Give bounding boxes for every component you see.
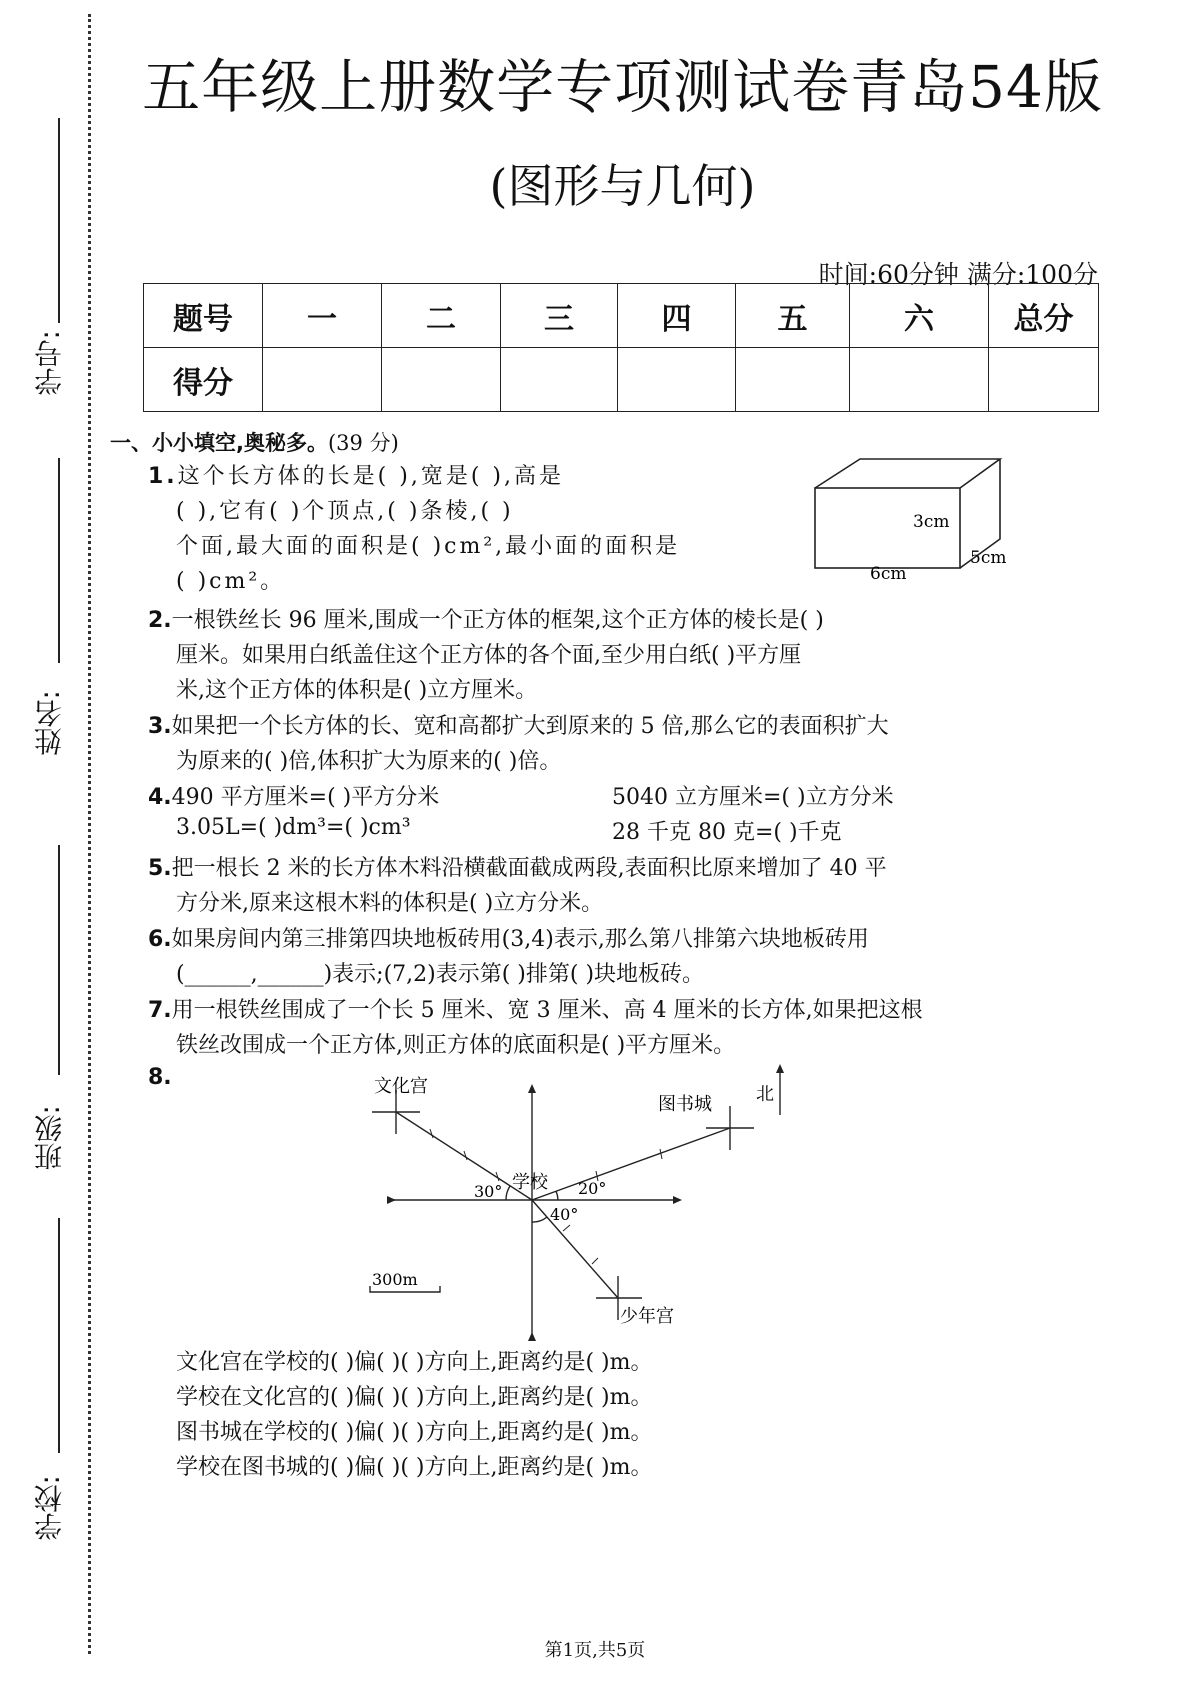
q4-part-c: 3.05L=( )dm³=( )cm³ bbox=[176, 815, 411, 840]
q4-line1 bbox=[148, 780, 439, 811]
section-points: (39 分) bbox=[327, 431, 399, 455]
q4-part-d: 28 千克 80 克=( )千克 bbox=[612, 820, 842, 845]
name-label: 姓名: bbox=[33, 690, 66, 756]
q8-line3: 图书城在学校的( )偏( )( )方向上,距离约是( )m。 bbox=[176, 1420, 653, 1445]
q1-line4: ( )cm²。 bbox=[176, 569, 286, 594]
angle-arc-culture bbox=[506, 1186, 510, 1200]
student-id-label: 学号: bbox=[33, 330, 66, 396]
q8-line2: 学校在文化宫的( )偏( )( )方向上,距离约是( )m。 bbox=[176, 1385, 653, 1410]
q6-line2: (______,______)表示;(7,2)表示第( )排第( )块地板砖。 bbox=[176, 962, 705, 987]
score-cell-4: 四 bbox=[618, 284, 736, 348]
page-title: 五年级上册数学专项测试卷青岛54版 bbox=[142, 53, 1103, 121]
school-blank[interactable] bbox=[58, 1218, 60, 1453]
student-id-blank[interactable] bbox=[58, 118, 60, 323]
binding-dotted-line bbox=[88, 14, 91, 1654]
score-cell-label: 题号 bbox=[144, 284, 263, 348]
score-cell-1: 一 bbox=[263, 284, 382, 348]
name-blank[interactable] bbox=[58, 458, 60, 663]
q4-part-b: 5040 立方厘米=( )立方分米 bbox=[612, 785, 894, 810]
q6-line1 bbox=[148, 922, 869, 953]
score-input[interactable] bbox=[736, 348, 850, 412]
q7-line1 bbox=[148, 993, 923, 1024]
q1-line1 bbox=[148, 459, 564, 490]
label-north: 北 bbox=[756, 1084, 774, 1105]
class-blank[interactable] bbox=[58, 845, 60, 1075]
q7-line2: 铁丝改围成一个正方体,则正方体的底面积是( )平方厘米。 bbox=[176, 1033, 736, 1058]
score-table bbox=[143, 283, 1099, 412]
angle-40: 40° bbox=[550, 1205, 579, 1224]
q8-num: 8. bbox=[148, 1065, 172, 1090]
q4-num: 4. bbox=[148, 785, 172, 810]
angle-arc-library bbox=[556, 1191, 558, 1200]
score-cell-total: 总分 bbox=[989, 284, 1099, 348]
angle-30: 30° bbox=[474, 1182, 503, 1201]
q2-text-1: 一根铁丝长 96 厘米,围成一个正方体的框架,这个正方体的棱长是( ) bbox=[171, 608, 824, 633]
cuboid-figure bbox=[810, 455, 1010, 585]
q8-line4: 学校在图书城的( )偏( )( )方向上,距离约是( )m。 bbox=[176, 1455, 653, 1480]
cuboid-top-face bbox=[815, 459, 1000, 488]
cuboid-length-label: 6cm bbox=[870, 564, 907, 584]
scale-label: 300m bbox=[372, 1270, 418, 1289]
score-input[interactable] bbox=[618, 348, 736, 412]
q1-text-1: 这个长方体的长是( ),宽是( ),高是 bbox=[177, 464, 564, 489]
label-library: 图书城 bbox=[658, 1094, 712, 1115]
q8-line1: 文化宫在学校的( )偏( )( )方向上,距离约是( )m。 bbox=[176, 1350, 653, 1375]
ray-library bbox=[532, 1128, 730, 1200]
page-number: 第1页,共5页 bbox=[544, 1640, 646, 1661]
q4-part-a: 490 平方厘米=( )平方分米 bbox=[171, 785, 440, 810]
page-subtitle: (图形与几何) bbox=[489, 159, 756, 213]
q7-text-1: 用一根铁丝围成了一个长 5 厘米、宽 3 厘米、高 4 厘米的长方体,如果把这根 bbox=[171, 998, 923, 1023]
school-label: 学校: bbox=[33, 1475, 66, 1541]
score-input[interactable] bbox=[263, 348, 382, 412]
angle-20: 20° bbox=[578, 1179, 607, 1198]
q1-num: 1. bbox=[148, 464, 178, 489]
section-title: 一、小小填空,奥秘多。 bbox=[110, 431, 328, 455]
cuboid-height-label: 3cm bbox=[913, 512, 950, 532]
score-input[interactable] bbox=[850, 348, 989, 412]
score-cell-5: 五 bbox=[736, 284, 850, 348]
q6-num: 6. bbox=[148, 927, 172, 952]
q2-line1 bbox=[148, 603, 824, 634]
q3-text-1: 如果把一个长方体的长、宽和高都扩大到原来的 5 倍,那么它的表面积扩大 bbox=[171, 714, 889, 739]
q1-line2: ( ),它有( )个顶点,( )条棱,( ) bbox=[176, 499, 514, 524]
score-row-label: 得分 bbox=[144, 348, 263, 412]
q3-line1 bbox=[148, 709, 889, 740]
ray-tick-marks bbox=[430, 1129, 662, 1264]
q2-line3: 米,这个正方体的体积是( )立方厘米。 bbox=[176, 678, 538, 703]
score-cell-6: 六 bbox=[850, 284, 989, 348]
score-table-header-row bbox=[144, 284, 1099, 348]
score-cell-3: 三 bbox=[501, 284, 618, 348]
score-input[interactable] bbox=[989, 348, 1099, 412]
score-input[interactable] bbox=[382, 348, 501, 412]
q7-num: 7. bbox=[148, 998, 172, 1023]
q2-line2: 厘米。如果用白纸盖住这个正方体的各个面,至少用白纸( )平方厘 bbox=[176, 643, 802, 668]
q2-num: 2. bbox=[148, 608, 172, 633]
q1-line3: 个面,最大面的面积是( )cm²,最小面的面积是 bbox=[176, 534, 681, 559]
q5-num: 5. bbox=[148, 856, 172, 881]
cuboid-width-label: 5cm bbox=[970, 548, 1007, 568]
score-input[interactable] bbox=[501, 348, 618, 412]
label-culture-palace: 文化宫 bbox=[374, 1076, 428, 1097]
angle-arc-youth bbox=[532, 1217, 547, 1222]
score-table-score-row bbox=[144, 348, 1099, 412]
class-label: 班级: bbox=[33, 1105, 66, 1171]
label-youth-palace: 少年宫 bbox=[620, 1306, 674, 1327]
q3-line2: 为原来的( )倍,体积扩大为原来的( )倍。 bbox=[176, 749, 562, 774]
score-cell-2: 二 bbox=[382, 284, 501, 348]
section-heading bbox=[110, 427, 399, 457]
q5-line2: 方分米,原来这根木料的体积是( )立方分米。 bbox=[176, 891, 604, 916]
label-school: 学校 bbox=[512, 1172, 548, 1193]
q5-line1 bbox=[148, 851, 887, 882]
direction-map bbox=[360, 1060, 800, 1350]
time-score-info: 时间:60分钟 满分:100分 bbox=[818, 260, 1098, 289]
q3-num: 3. bbox=[148, 714, 172, 739]
q6-text-1: 如果房间内第三排第四块地板砖用(3,4)表示,那么第八排第六块地板砖用 bbox=[171, 927, 869, 952]
q5-text-1: 把一根长 2 米的长方体木料沿横截面截成两段,表面积比原来增加了 40 平 bbox=[171, 856, 887, 881]
